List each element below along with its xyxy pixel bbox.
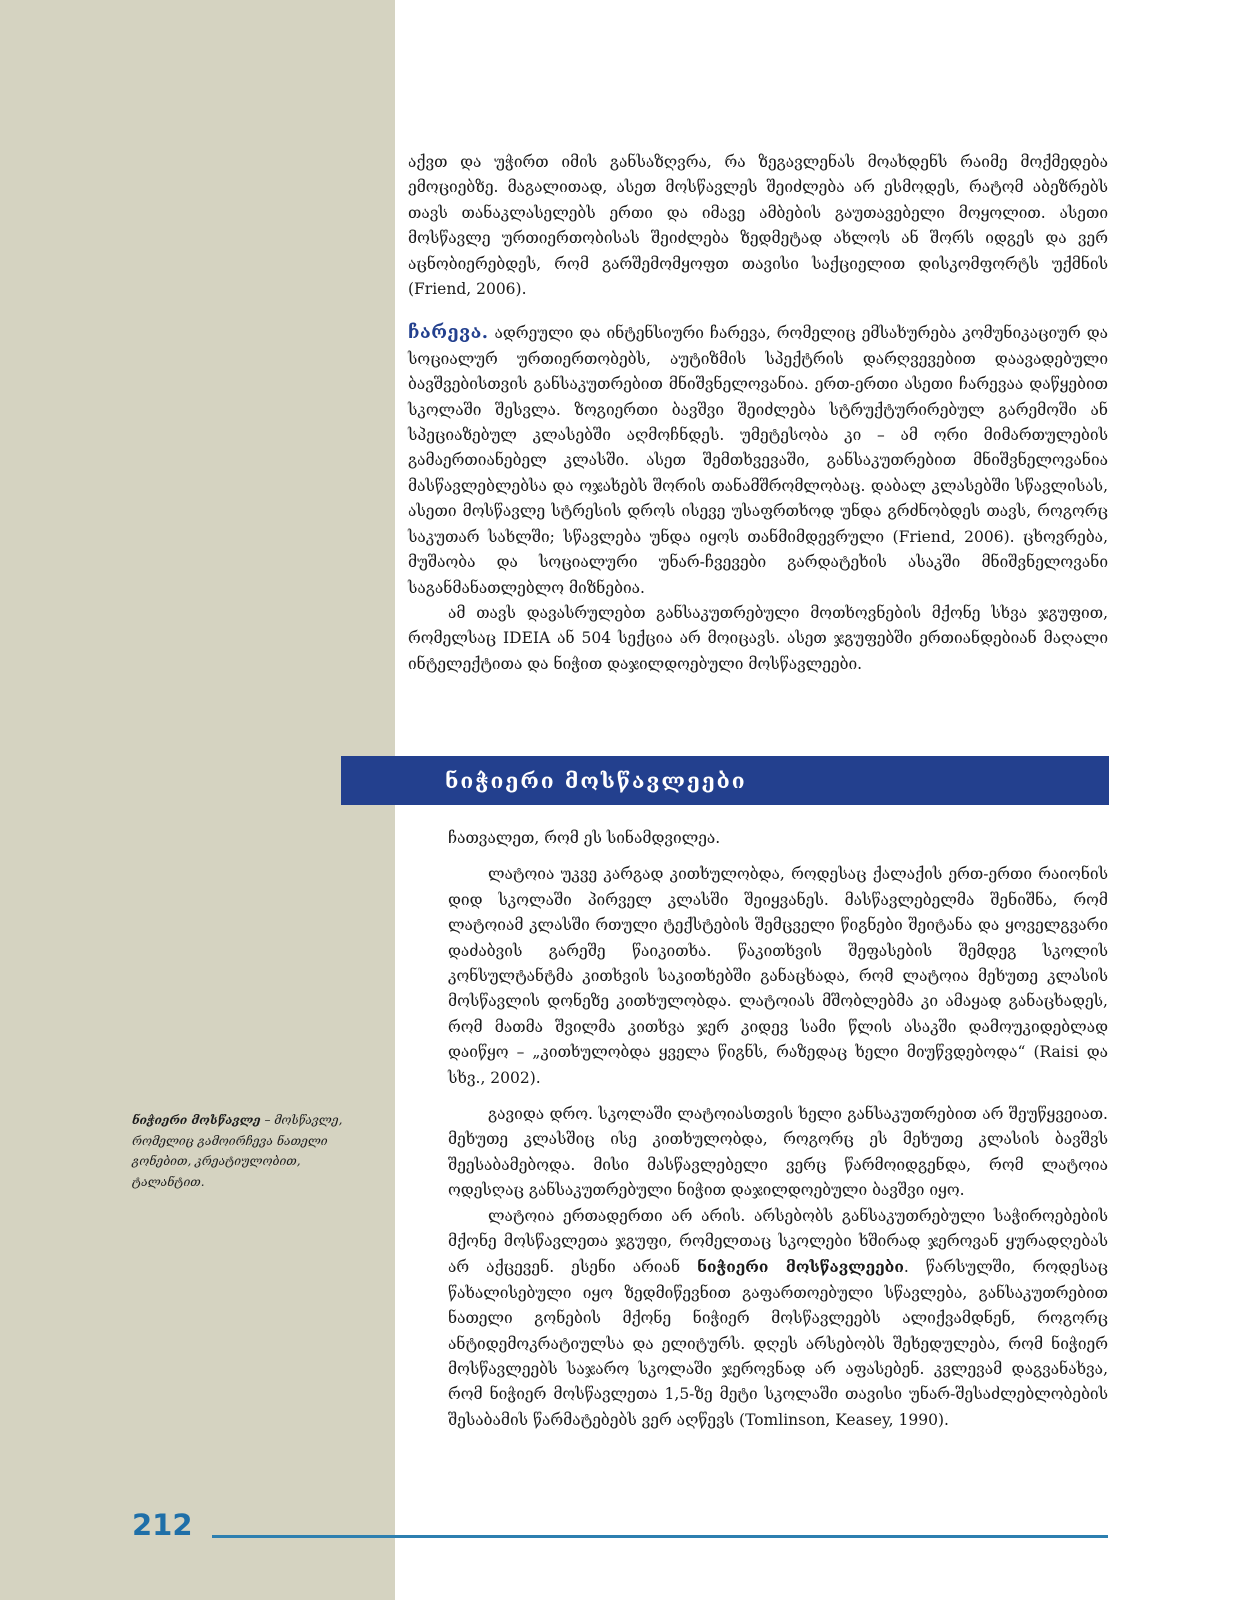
margin-column [0,0,395,1600]
footer-rule [212,1535,1108,1538]
page-number: 212 [132,1508,193,1542]
intervention-paragraph [408,320,1108,600]
vignette-block [448,826,1108,1091]
intervention-text: ადრეული და ინტენსიური ჩარევა, რომელიც ემსახურება კომუნიკაციურ და სოციალურ ურთიერთობებს, აუტიზმის სპექტრის დარღვევებით დაავადებული ბავშვებისთვის განსაკუთრებით მნიშვნელოვანია. ერთ-ერთი ასეთი ჩარევაა დაწყებით სკოლაში შესვლა. ზოგიერთი ბავშვი შეიძლება სტრუქტურირებულ გარემოში ან სპეციაზებულ კლასებში აღმოჩნდეს. უმეტესობა კი – ამ ორი მიმართულების გამაერთიანებელ კლასში. ასეთ შემთხვევაში, განსაკუთრებით მნიშვნელოვანია მასწავლებლებსა და ოჯახებს შორის თანამშრომლობაც. დაბალ კლასებში სწავლისას, ასეთი მოსწავლე სტრესის დროს ისევე უსაფრთხოდ უნდა გრძნობდეს თავს, როგორც საკუთარ სახლში; სწავლება უნდა იყოს თანმიმდევრული (Friend, 2006). ცხოვრება, მუშაობა და სოციალური უნარ-ჩვევები გარდატეხის ასაკში მნიშვნელოვანი საგანმანათლებლო მიზნებია. [408,324,1108,597]
paragraph-2-start: ლატოია ერთადერთი არ არის. არსებობს განსაკუთრებული საჭიროებების მქონე მოსწავლეთა ჯგუფი, რომელთაც სკოლები ხშირად ჯეროვან ყურადღებას არ აქცევენ. ესენი არიან [448,1206,1108,1277]
intervention-lead: ჩარევა. [408,322,489,344]
margin-definition-term: ნიჭიერი მოსწავლე [132,1113,261,1127]
gifted-students-term: ნიჭიერი მოსწავლეები [697,1257,904,1277]
section-title: ნიჭიერი მოსწავლეები [445,768,747,793]
paragraph-2-end: . წარსულში, როდესაც წახალისებული იყო ზედმიწევნით გაფართოებული სწავლება, განსაკუთრებით ნათელი გონების მქონე ნიჭიერ მოსწავლეებს ალიქვამდნენ, როგორც ანტიდემოკრატიულსა და ელიტურს. დღეს არსებობს შეხედულება, რომ ნიჭიერ მოსწავლეებს საჯარო სკოლაში ჯეროვნად არ აფასებენ. კვლევამ დაგვანახვა, რომ ნიჭიერ მოსწავლეთა 1,5-ზე მეტი სკოლაში თავისი უნარ-შესაძლებლობების შესაბამის წარმატებებს ვერ აღწევს (Tomlinson, Keasey, 1990). [448,1258,1108,1429]
after-vignette-paragraph-1: გავიდა დრო. სკოლაში ლატოიასთვის ხელი განსაკუთრებით არ შეუწყვეიათ. მეხუთე კლასშიც ისე კითხულობდა, როგორც ეს მეხუთე კლასის ბავშვს შეესაბამებოდა. მისი მასწავლებელი ვერც წარმოიდგენდა, რომ ლატოია ოდესღაც განსაკუთრებული ნიჭით დაჯილდოებული ბავშვი იყო. [448,1105,1108,1200]
body-text-bottom [448,1102,1108,1433]
body-text-top [408,150,1108,677]
vignette-paragraph: ლატოია უკვე კარგად კითხულობდა, როდესაც ქალაქის ერთ-ერთი რაიონის დიდ სკოლაში პირველ კლასში შეიყვანეს. მასწავლებელმა შენიშნა, რომ ლატოიამ კლასში რთული ტექსტების შემცველი წიგნები შეიტანა და ყოველგვარი დაძაბვის გარეშე წაიკითხა. წაკითხვის შეფასების შემდეგ სკოლის კონსულტანტმა კითხვის საკითხებში განაცხადა, რომ ლატოია მეხუთე კლასის მოსწავლის დონეზე კითხულობდა. ლატოიას მშობლებმა კი ამაყად განაცხადეს, რომ მათმა შვილმა კითხვა ჯერ კიდევ სამი წლის ასაკში დამოუკიდებლად დაიწყო – „კითხულობდა ყველა წიგნს, რაზედაც ხელი მიუწვდებოდა“ (Raisi და სხვ., 2002). [448,865,1108,1087]
after-vignette-paragraph-2 [448,1204,1108,1434]
section-banner [341,756,1109,805]
margin-definition-text: – მოსწავლე, რომელიც გამოირჩევა ნათელი გონებით, კრეატიულობით, ტალანტით. [132,1113,343,1189]
vignette-intro: ჩათვალეთ, რომ ეს სინამდვილეა. [448,829,721,847]
chapter-close-paragraph: ამ თავს დავასრულებთ განსაკუთრებული მოთხოვნების მქონე სხვა ჯგუფით, რომელსაც IDEIA ან 504 სექცია არ მოიცავს. ასეთ ჯგუფებში ერთიანდებიან მაღალი ინტელექტითა და ნიჭით დაჯილდოებული მოსწავლეები. [408,603,1108,673]
intro-paragraph: აქვთ და უჭირთ იმის განსაზღვრა, რა ზეგავლენას მოახდენს რაიმე მოქმედება ემოციებზე. მაგალითად, ასეთ მოსწავლეს შეიძლება არ ესმოდეს, რატომ აბეზრებს თავს თანაკლასელებს ერთი და იმავე ამბების გაუთავებელი მოყოლით. ასეთი მოსწავლე ურთიერთობისას შეიძლება ზედმეტად ახლოს ან შორს იდგეს და ვერ აცნობიერებდეს, რომ გარშემომყოფთ თავისი საქციელით დისკომფორტს უქმნის (Friend, 2006). [408,153,1108,299]
margin-definition [132,1110,364,1192]
